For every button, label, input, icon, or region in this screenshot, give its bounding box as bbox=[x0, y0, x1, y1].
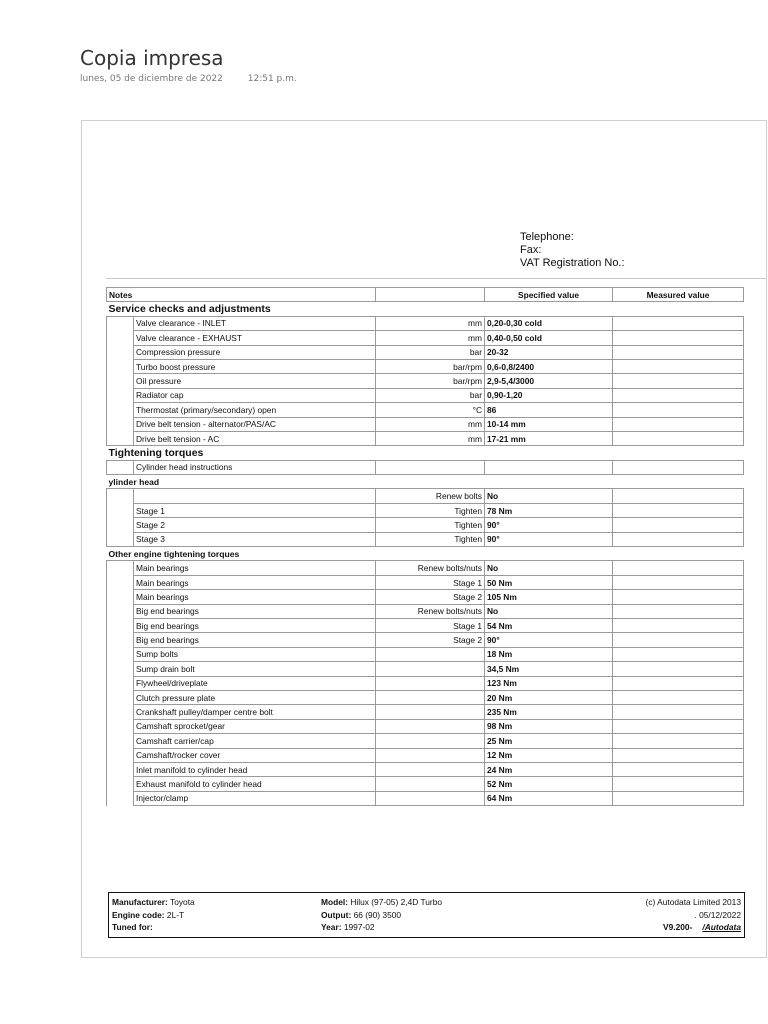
measured-value-cell bbox=[613, 460, 744, 474]
measured-value-cell bbox=[613, 748, 744, 762]
section-heading-row bbox=[107, 446, 744, 460]
footer-model-info: Model: Hilux (97-05) 2,4D Turbo Output: 66 (90) 3500 Year: 1997-02 bbox=[321, 897, 443, 932]
copyright-text: (c) Autodata Limited 2013 bbox=[645, 897, 741, 907]
fax-label: Fax: bbox=[520, 244, 542, 256]
notes-header: Notes bbox=[107, 288, 376, 302]
item-cell: Big end bearings bbox=[134, 618, 376, 632]
notes-cell bbox=[107, 748, 134, 762]
item-cell: Oil pressure bbox=[134, 374, 376, 388]
section-heading-row bbox=[107, 475, 744, 489]
engine-code-value: 2L-T bbox=[166, 909, 185, 920]
measured-value-cell bbox=[613, 604, 744, 618]
parameter-cell: Renew bolts/nuts bbox=[376, 604, 485, 618]
year-value: 1997-02 bbox=[343, 922, 375, 932]
autodata-logo: /Autodata bbox=[702, 922, 741, 932]
parameter-cell bbox=[376, 762, 485, 776]
table-row bbox=[107, 705, 744, 719]
notes-cell bbox=[107, 633, 134, 647]
specified-value-cell: 0,20-0,30 cold bbox=[485, 316, 613, 330]
parameter-cell bbox=[376, 705, 485, 719]
table-row bbox=[107, 719, 744, 733]
footer-vehicle-info: Manufacturer: Toyota Engine code: 2L-T Tuned for: bbox=[112, 897, 195, 932]
item-cell: Drive belt tension - AC bbox=[134, 431, 376, 445]
table-row bbox=[107, 590, 744, 604]
parameter-cell: Tighten bbox=[376, 503, 485, 517]
measured-value-cell bbox=[613, 345, 744, 359]
parameter-cell: Tighten bbox=[376, 532, 485, 546]
notes-cell bbox=[107, 403, 134, 417]
parameter-cell: Renew bolts bbox=[376, 489, 485, 503]
specified-value-cell: 20 Nm bbox=[485, 690, 613, 704]
table-row bbox=[107, 331, 744, 345]
table-body bbox=[107, 302, 744, 806]
notes-cell bbox=[107, 676, 134, 690]
parameter-cell bbox=[376, 734, 485, 748]
measured-value-cell bbox=[613, 618, 744, 632]
notes-cell bbox=[107, 460, 134, 474]
section-heading: Other engine tightening torques bbox=[107, 547, 744, 561]
notes-cell bbox=[107, 518, 134, 532]
parameter-cell: Stage 1 bbox=[376, 618, 485, 632]
item-cell: Main bearings bbox=[134, 575, 376, 589]
parameter-cell: Stage 2 bbox=[376, 590, 485, 604]
specified-value-cell: 90° bbox=[485, 518, 613, 532]
table-row bbox=[107, 561, 744, 575]
table-row bbox=[107, 518, 744, 532]
notes-cell bbox=[107, 575, 134, 589]
parameter-cell: Stage 1 bbox=[376, 575, 485, 589]
specified-value-cell: 54 Nm bbox=[485, 618, 613, 632]
item-cell: Sump drain bolt bbox=[134, 662, 376, 676]
measured-value-cell bbox=[613, 374, 744, 388]
specified-value-cell: 78 Nm bbox=[485, 503, 613, 517]
item-cell: Valve clearance - EXHAUST bbox=[134, 331, 376, 345]
item-cell: Inlet manifold to cylinder head bbox=[134, 762, 376, 776]
parameter-cell bbox=[376, 777, 485, 791]
notes-cell bbox=[107, 618, 134, 632]
notes-cell bbox=[107, 590, 134, 604]
telephone-label: Telephone: bbox=[520, 231, 574, 243]
footer-copyright bbox=[646, 896, 741, 934]
item-cell: Stage 3 bbox=[134, 532, 376, 546]
item-cell: Big end bearings bbox=[134, 633, 376, 647]
item-cell: Camshaft carrier/cap bbox=[134, 734, 376, 748]
parameter-cell bbox=[376, 748, 485, 762]
specified-value-header: Specified value bbox=[485, 288, 613, 302]
measured-value-cell bbox=[613, 705, 744, 719]
specified-value-cell: 52 Nm bbox=[485, 777, 613, 791]
parameter-cell: mm bbox=[376, 316, 485, 330]
table-row bbox=[107, 532, 744, 546]
measured-value-cell bbox=[613, 590, 744, 604]
parameter-cell bbox=[376, 647, 485, 661]
divider bbox=[106, 278, 766, 279]
measured-value-cell bbox=[613, 489, 744, 503]
parameter-cell: bar bbox=[376, 345, 485, 359]
parameter-cell: bar bbox=[376, 388, 485, 402]
specified-value-cell: 24 Nm bbox=[485, 762, 613, 776]
parameter-cell bbox=[376, 791, 485, 805]
table-row bbox=[107, 388, 744, 402]
table-row bbox=[107, 676, 744, 690]
section-heading: ylinder head bbox=[107, 475, 744, 489]
specified-value-cell: 235 Nm bbox=[485, 705, 613, 719]
notes-cell bbox=[107, 345, 134, 359]
parameter-cell bbox=[376, 690, 485, 704]
output-value: 66 (90) 3500 bbox=[353, 909, 402, 920]
notes-cell bbox=[107, 359, 134, 373]
item-cell: Camshaft/rocker cover bbox=[134, 748, 376, 762]
measured-value-cell bbox=[613, 359, 744, 373]
version-text: V9.200- bbox=[663, 922, 693, 932]
specified-value-cell: 105 Nm bbox=[485, 590, 613, 604]
table-row bbox=[107, 647, 744, 661]
measured-value-header: Measured value bbox=[613, 288, 744, 302]
measured-value-cell bbox=[613, 331, 744, 345]
table-row bbox=[107, 374, 744, 388]
measured-value-cell bbox=[613, 388, 744, 402]
specified-value-cell bbox=[485, 460, 613, 474]
item-cell: Turbo boost pressure bbox=[134, 359, 376, 373]
notes-cell bbox=[107, 705, 134, 719]
print-date: lunes, 05 de diciembre de 2022 bbox=[80, 74, 223, 84]
table-row bbox=[107, 777, 744, 791]
table-row bbox=[107, 791, 744, 805]
item-cell: Drive belt tension - alternator/PAS/AC bbox=[134, 417, 376, 431]
specified-value-cell: 20-32 bbox=[485, 345, 613, 359]
printed-document-sheet bbox=[81, 120, 767, 958]
section-heading: Service checks and adjustments bbox=[107, 302, 744, 316]
parameter-cell: bar/rpm bbox=[376, 374, 485, 388]
item-cell: Big end bearings bbox=[134, 604, 376, 618]
notes-cell bbox=[107, 777, 134, 791]
measured-value-cell bbox=[613, 734, 744, 748]
item-cell bbox=[134, 489, 376, 503]
table-row bbox=[107, 503, 744, 517]
specified-value-cell: 50 Nm bbox=[485, 575, 613, 589]
model-value: Hilux (97-05) 2,4D Turbo bbox=[350, 897, 443, 907]
specified-value-cell: 123 Nm bbox=[485, 676, 613, 690]
specified-value-cell: 90° bbox=[485, 633, 613, 647]
notes-cell bbox=[107, 762, 134, 776]
table-row bbox=[107, 489, 744, 503]
notes-cell bbox=[107, 503, 134, 517]
measured-value-cell bbox=[613, 503, 744, 517]
item-cell: Stage 1 bbox=[134, 503, 376, 517]
vat-label: VAT Registration No.: bbox=[520, 257, 625, 269]
table-row bbox=[107, 460, 744, 474]
table-row bbox=[107, 359, 744, 373]
measured-value-cell bbox=[613, 431, 744, 445]
notes-cell bbox=[107, 374, 134, 388]
notes-cell bbox=[107, 719, 134, 733]
parameter-cell: Tighten bbox=[376, 518, 485, 532]
measured-value-cell bbox=[613, 690, 744, 704]
table-row bbox=[107, 618, 744, 632]
item-cell: Clutch pressure plate bbox=[134, 690, 376, 704]
notes-cell bbox=[107, 431, 134, 445]
notes-cell bbox=[107, 532, 134, 546]
section-heading-row bbox=[107, 547, 744, 561]
parameter-cell: mm bbox=[376, 331, 485, 345]
table-row bbox=[107, 316, 744, 330]
specified-value-cell: No bbox=[485, 604, 613, 618]
print-time: 12:51 p.m. bbox=[247, 74, 297, 84]
table-row bbox=[107, 604, 744, 618]
notes-cell bbox=[107, 489, 134, 503]
measured-value-cell bbox=[613, 719, 744, 733]
document-footer bbox=[108, 892, 745, 938]
contact-block bbox=[520, 231, 625, 270]
parameter-cell: mm bbox=[376, 431, 485, 445]
notes-cell bbox=[107, 604, 134, 618]
item-cell: Compression pressure bbox=[134, 345, 376, 359]
table-row bbox=[107, 662, 744, 676]
measured-value-cell bbox=[613, 532, 744, 546]
item-cell: Main bearings bbox=[134, 590, 376, 604]
notes-cell bbox=[107, 662, 134, 676]
item-cell: Stage 2 bbox=[134, 518, 376, 532]
specified-value-cell: No bbox=[485, 489, 613, 503]
parameter-cell: Renew bolts/nuts bbox=[376, 561, 485, 575]
parameter-cell bbox=[376, 676, 485, 690]
specifications-table bbox=[106, 287, 744, 806]
section-heading-row bbox=[107, 302, 744, 316]
parameter-header bbox=[376, 288, 485, 302]
item-cell: Thermostat (primary/secondary) open bbox=[134, 403, 376, 417]
item-cell: Main bearings bbox=[134, 561, 376, 575]
item-cell: Exhaust manifold to cylinder head bbox=[134, 777, 376, 791]
notes-cell bbox=[107, 561, 134, 575]
table-row bbox=[107, 690, 744, 704]
page-meta bbox=[80, 74, 319, 84]
specified-value-cell: 86 bbox=[485, 403, 613, 417]
measured-value-cell bbox=[613, 762, 744, 776]
specified-value-cell: 12 Nm bbox=[485, 748, 613, 762]
item-cell: Crankshaft pulley/damper centre bolt bbox=[134, 705, 376, 719]
specified-value-cell: 0,6-0,8/2400 bbox=[485, 359, 613, 373]
item-cell: Radiator cap bbox=[134, 388, 376, 402]
parameter-cell: Stage 2 bbox=[376, 633, 485, 647]
notes-cell bbox=[107, 647, 134, 661]
item-cell: Sump bolts bbox=[134, 647, 376, 661]
measured-value-cell bbox=[613, 633, 744, 647]
item-cell: Camshaft sprocket/gear bbox=[134, 719, 376, 733]
item-cell: Valve clearance - INLET bbox=[134, 316, 376, 330]
notes-cell bbox=[107, 791, 134, 805]
specified-value-cell: 0,90-1,20 bbox=[485, 388, 613, 402]
table-row bbox=[107, 734, 744, 748]
notes-cell bbox=[107, 417, 134, 431]
measured-value-cell bbox=[613, 417, 744, 431]
specified-value-cell: 10-14 mm bbox=[485, 417, 613, 431]
notes-cell bbox=[107, 690, 134, 704]
parameter-cell bbox=[376, 719, 485, 733]
specified-value-cell: 0,40-0,50 cold bbox=[485, 331, 613, 345]
item-cell: Cylinder head instructions bbox=[134, 460, 376, 474]
parameter-cell: mm bbox=[376, 417, 485, 431]
table-row bbox=[107, 417, 744, 431]
manufacturer-value: Toyota bbox=[170, 897, 195, 907]
table-header-row bbox=[107, 288, 744, 302]
specified-value-cell: 2,9-5,4/3000 bbox=[485, 374, 613, 388]
specified-value-cell: 17-21 mm bbox=[485, 431, 613, 445]
measured-value-cell bbox=[613, 561, 744, 575]
item-cell: Injector/clamp bbox=[134, 791, 376, 805]
table-row bbox=[107, 345, 744, 359]
parameter-cell: °C bbox=[376, 403, 485, 417]
specified-value-cell: No bbox=[485, 561, 613, 575]
table-row bbox=[107, 748, 744, 762]
specified-value-cell: 90° bbox=[485, 532, 613, 546]
item-cell: Flywheel/driveplate bbox=[134, 676, 376, 690]
table-row bbox=[107, 762, 744, 776]
specified-value-cell: 98 Nm bbox=[485, 719, 613, 733]
measured-value-cell bbox=[613, 518, 744, 532]
parameter-cell bbox=[376, 662, 485, 676]
measured-value-cell bbox=[613, 791, 744, 805]
measured-value-cell bbox=[613, 575, 744, 589]
specified-value-cell: 64 Nm bbox=[485, 791, 613, 805]
page-title: Copia impresa bbox=[80, 46, 224, 70]
notes-cell bbox=[107, 388, 134, 402]
measured-value-cell bbox=[613, 662, 744, 676]
measured-value-cell bbox=[613, 777, 744, 791]
notes-cell bbox=[107, 734, 134, 748]
specified-value-cell: 25 Nm bbox=[485, 734, 613, 748]
specified-value-cell: 18 Nm bbox=[485, 647, 613, 661]
measured-value-cell bbox=[613, 647, 744, 661]
table-row bbox=[107, 575, 744, 589]
parameter-cell: bar/rpm bbox=[376, 359, 485, 373]
notes-cell bbox=[107, 331, 134, 345]
parameter-cell bbox=[376, 460, 485, 474]
footer-date: . 05/12/2022 bbox=[694, 909, 741, 920]
notes-cell bbox=[107, 316, 134, 330]
measured-value-cell bbox=[613, 403, 744, 417]
section-heading: Tightening torques bbox=[107, 446, 744, 460]
specified-value-cell: 34,5 Nm bbox=[485, 662, 613, 676]
table-row bbox=[107, 403, 744, 417]
table-row bbox=[107, 431, 744, 445]
table-row bbox=[107, 633, 744, 647]
measured-value-cell bbox=[613, 316, 744, 330]
measured-value-cell bbox=[613, 676, 744, 690]
